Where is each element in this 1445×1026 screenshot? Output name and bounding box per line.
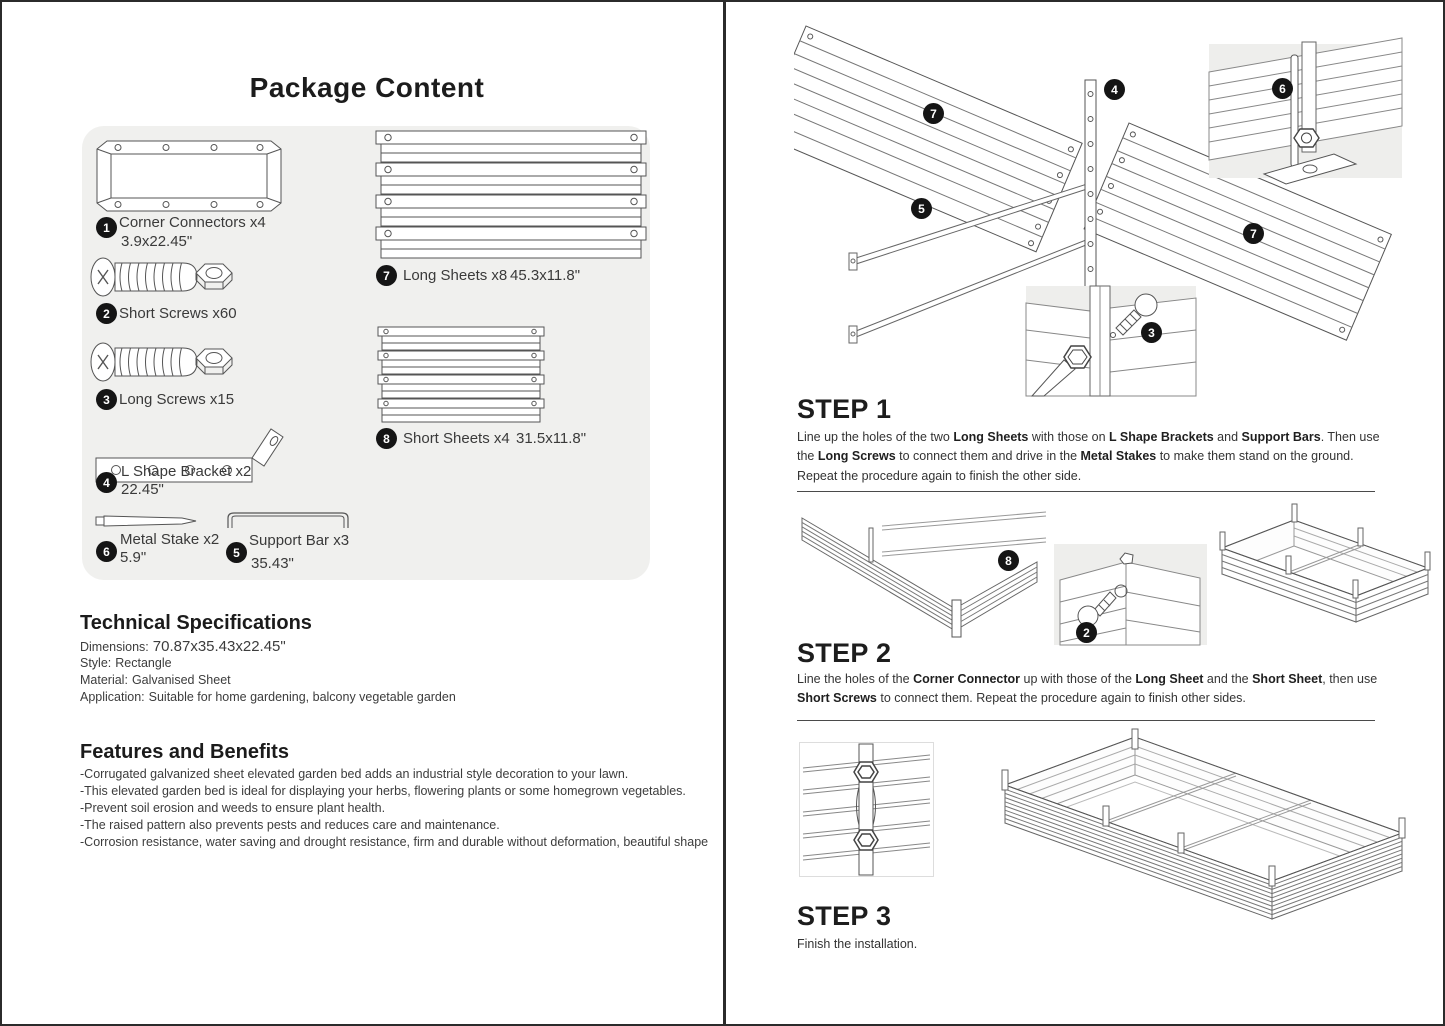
part-name: Long Sheets x8: [403, 267, 508, 284]
part-dimension: 35.43": [251, 555, 294, 572]
feature-item: -The raised pattern also prevents pests and reduces care and maintenance.: [80, 818, 500, 832]
spec-row-application: [80, 690, 456, 704]
part-name: Short Screws x60: [119, 305, 237, 322]
short-sheets-drawing: [376, 326, 548, 424]
spec-label: Material:: [80, 673, 128, 687]
part-number-badge: 7: [376, 265, 397, 286]
part-name: Corner Connectors x4: [119, 214, 266, 231]
metal-stake-drawing: [94, 512, 200, 530]
spec-label: Dimensions:: [80, 640, 149, 654]
part-name: Long Screws x15: [119, 391, 235, 408]
step2-title: STEP 2: [797, 638, 892, 668]
part-number-badge: 6: [96, 541, 117, 562]
feature-item: -This elevated garden bed is ideal for displaying your herbs, flowering plants or some homegrown vegetables.: [80, 784, 686, 798]
step1-title: STEP 1: [797, 394, 892, 424]
part-dimension: 5.9": [120, 549, 147, 566]
part-number-badge: 1: [96, 217, 117, 238]
part-number-badge: 3: [96, 389, 117, 410]
part-number-badge: 2: [96, 303, 117, 324]
spec-value: Rectangle: [115, 656, 172, 670]
feature-item: -Corrosion resistance, water saving and drought resistance, firm and durable without deformation, beautiful shape: [80, 835, 709, 849]
tech-specs-title: Technical Specifications: [80, 612, 312, 634]
part-dimension: 3.9x22.45": [121, 233, 193, 250]
corner-connector-drawing: [94, 138, 284, 214]
part-dimension: 45.3x11.8": [510, 267, 581, 284]
step2-instructions: Line the holes of the Corner Connector up with those of the Long Sheet and the Short Sheet, then use Short Screws to connect them. Repeat the procedure again to finish other sides.: [797, 672, 1378, 706]
feature-item: -Corrugated galvanized sheet elevated garden bed adds an industrial style decoration to your lawn.: [80, 767, 629, 781]
part-name: L Shape Bracket x2: [121, 463, 252, 480]
features-title: Features and Benefits: [80, 741, 289, 763]
part-name: Support Bar x3: [249, 532, 350, 549]
spec-row-style: [80, 656, 172, 670]
step3-title: STEP 3: [797, 901, 892, 931]
diagram-marker: 2: [1076, 622, 1097, 643]
diagram-marker: 7: [923, 103, 944, 124]
diagram-marker: 6: [1272, 78, 1293, 99]
step2-diagram: [794, 502, 1444, 647]
spec-row-dimensions: [80, 638, 286, 655]
spec-label: Style:: [80, 656, 112, 670]
step3-finished-bed-drawing: [990, 728, 1445, 923]
long-screw-drawing: [88, 339, 238, 385]
step1-instructions: Line up the holes of the two Long Sheets with those on L Shape Brackets and Support Bars. Then use the Long Screws to connect them and drive in the Metal Stakes to make them stand on the ground. Repeat the procedure again to finish the other side.: [797, 430, 1380, 483]
section-rule: [797, 720, 1375, 721]
part-number-badge: 8: [376, 428, 397, 449]
spec-row-material: [80, 673, 231, 687]
part-number-badge: 5: [226, 542, 247, 563]
diagram-marker: 8: [998, 550, 1019, 571]
page-title: Package Content: [249, 72, 485, 103]
part-number-badge: 4: [96, 472, 117, 493]
diagram-marker: 7: [1243, 223, 1264, 244]
feature-item: -Prevent soil erosion and weeds to ensure plant health.: [80, 801, 386, 815]
short-screw-drawing: [88, 254, 238, 300]
spec-value: Galvanised Sheet: [131, 673, 231, 687]
spec-label: Application:: [80, 690, 145, 704]
long-sheets-drawing: [374, 130, 650, 260]
part-dimension: 31.5x11.8": [516, 430, 587, 447]
part-dimension: 22.45": [121, 481, 164, 498]
diagram-marker: 4: [1104, 79, 1125, 100]
step3-instructions: Finish the installation.: [797, 937, 918, 951]
step3-bolt-detail-drawing: [799, 742, 934, 877]
page-divider: [723, 2, 726, 1026]
spec-value: 70.87x35.43x22.45": [152, 638, 286, 655]
spec-value: Suitable for home gardening, balcony vegetable garden: [148, 690, 456, 704]
part-name: Short Sheets x4: [403, 430, 510, 447]
diagram-marker: 3: [1141, 322, 1162, 343]
step1-diagram: [794, 8, 1444, 398]
part-name: Metal Stake x2: [120, 531, 220, 548]
section-rule: [797, 491, 1375, 492]
support-bar-drawing: [224, 510, 352, 530]
diagram-marker: 5: [911, 198, 932, 219]
